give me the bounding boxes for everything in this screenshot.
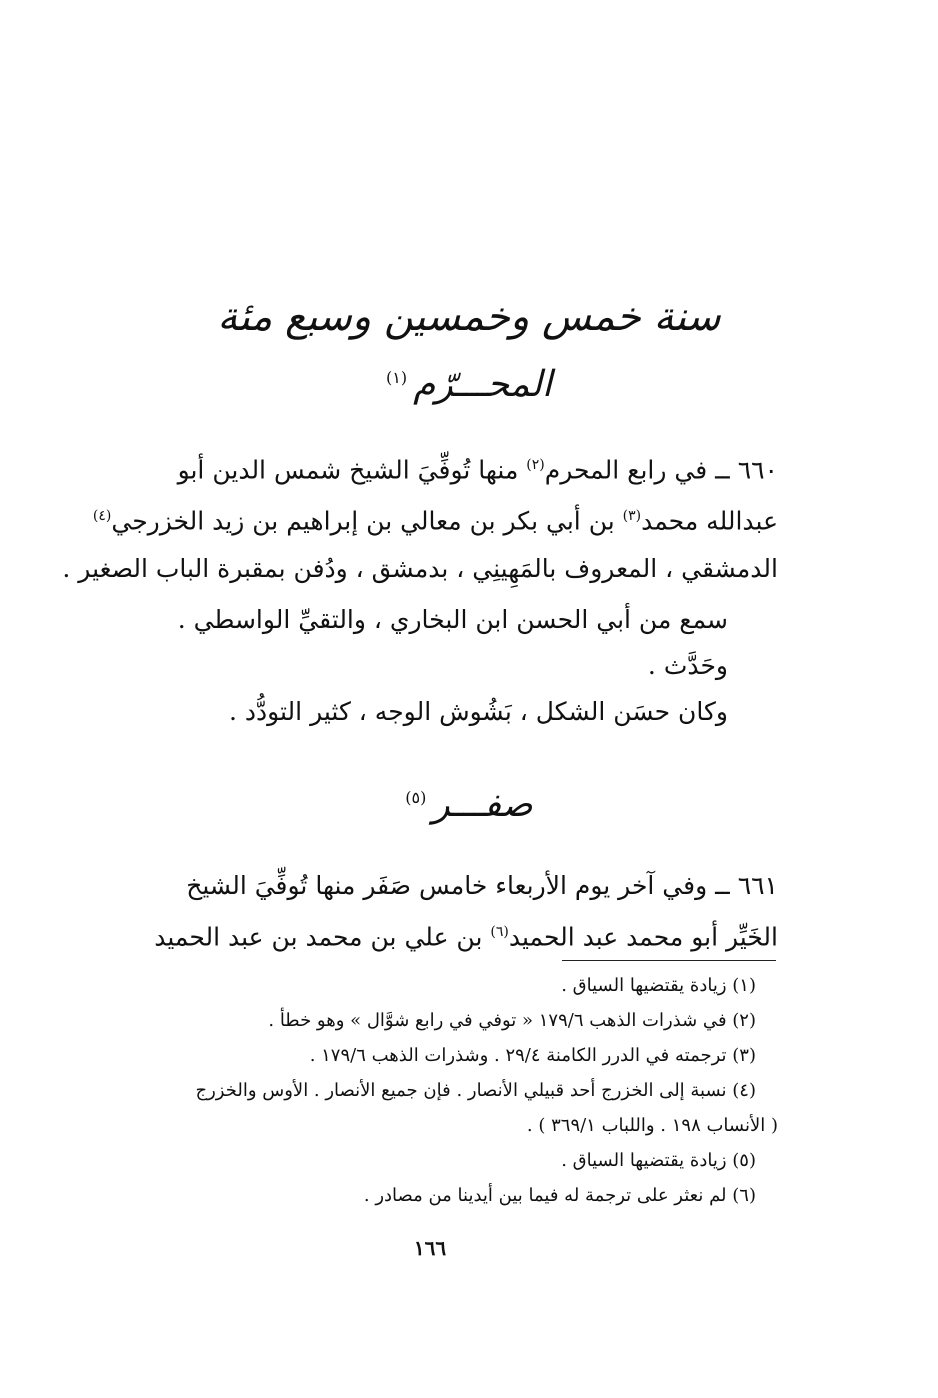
footnote-continuation: ( الأنساب ١٩٨ . واللباب ٣٦٩/١ ) .: [526, 1115, 778, 1136]
footnote-ref: (٤): [92, 508, 112, 525]
entry-661: [108, 862, 778, 960]
footnote: (٤) نسبة إلى الخزرج أحد قبيلي الأنصار . فإن جميع الأنصار . الأوس والخزرج: [195, 1080, 756, 1101]
footnote-ref: (٣): [622, 508, 642, 525]
footnote: (١) زيادة يقتضيها السياق .: [561, 975, 756, 996]
month-name: صفـــر: [432, 784, 533, 825]
text-segment: عبدالله محمد: [641, 506, 778, 536]
page-number: ١٦٦: [413, 1236, 447, 1260]
entry-660-detail: سمع من أبي الحسن ابن البخاري ، والتقيِّ الواسطي .: [177, 605, 728, 634]
text-segment: بن أبي بكر بن معالي بن إبراهيم بن زيد الخزرجي: [111, 506, 623, 536]
entry-660-detail: وحَدَّث .: [647, 651, 728, 680]
text-segment: منها تُوفِّيَ الشيخ شمس الدين أبو: [177, 455, 527, 485]
footnote-ref: (٢): [526, 457, 545, 473]
footnote-ref: (٦): [490, 924, 509, 940]
footnote: (٣) ترجمته في الدرر الكامنة ٢٩/٤ . وشذرات الذهب ١٧٩/٦ .: [309, 1045, 756, 1066]
footnote-ref: (٥): [405, 788, 427, 807]
footnotes: [98, 968, 778, 1213]
entry-line: [92, 493, 778, 544]
text-segment: الخَيِّر أبو محمد عبد الحميد: [508, 922, 778, 952]
footnote-divider: [562, 960, 776, 961]
entry-line: [108, 442, 778, 493]
entry-line: الدمشقي ، المعروف بالمَهِينِي ، بدمشق ، ودُفن بمقبرة الباب الصغير .: [62, 553, 778, 583]
text-segment: ٦٦٠ ــ في رابع المحرم: [544, 455, 778, 485]
month-name: المحـــرّم: [413, 364, 552, 405]
footnote: (٢) في شذرات الذهب ١٧٩/٦ « توفي في رابع شوَّال » وهو خطأ .: [268, 1010, 756, 1031]
year-heading: سنة خمس وخمسين وسبع مئة: [217, 294, 721, 340]
entry-line: ٦٦١ ــ وفي آخر يوم الأربعاء خامس صَفَر منها تُوفِّيَ الشيخ: [186, 871, 778, 900]
footnote-ref: (١): [386, 368, 408, 387]
entry-660-detail: وكان حسَن الشكل ، بَشُوش الوجه ، كثير التودُّد .: [228, 697, 728, 726]
entry-line: [108, 909, 778, 960]
month-heading-muharram: [0, 356, 938, 407]
footnote: (٦) لم نعثر على ترجمة له فيما بين أيدينا من مصادر .: [363, 1185, 756, 1206]
footnote: (٥) زيادة يقتضيها السياق .: [561, 1150, 756, 1171]
text-segment: بن علي بن محمد بن عبد الحميد: [154, 922, 491, 952]
month-heading-safar: [0, 776, 938, 827]
entry-660: [62, 442, 778, 592]
